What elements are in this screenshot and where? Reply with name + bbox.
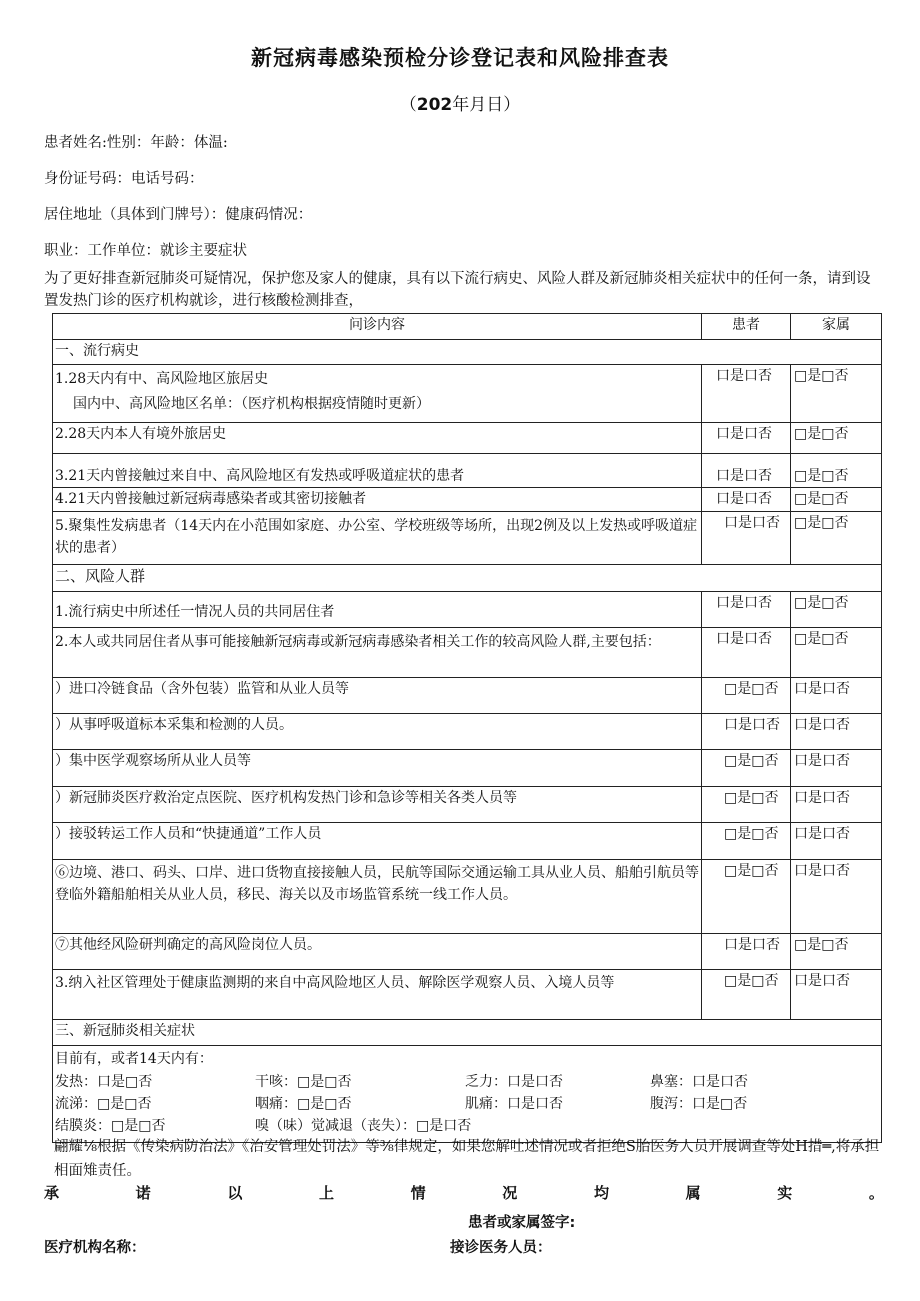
symptoms-cell: [53, 1046, 882, 1143]
table-row: [53, 512, 882, 565]
patient-check[interactable]: 口是口否: [702, 454, 791, 488]
pledge-statement: [44, 1182, 884, 1203]
family-check[interactable]: 口是口否: [791, 714, 882, 750]
table-row: [53, 860, 882, 934]
question-text: 3.纳入社区管理处于健康监测期的来自中高风险地区人员、解除医学观察人员、入境人员等: [53, 970, 702, 1020]
symptom-line: [55, 1071, 879, 1093]
pledge-char: 况: [502, 1184, 518, 1202]
table-row: [53, 934, 882, 970]
patient-check[interactable]: 口是口否: [702, 512, 791, 565]
legal-note: 翩耀⅛根据《传染病防治法》《治安管理处罚法》等⅜律规定，如果您解吐述情况或者拒绝S胎医务人员开展调查等处H措═,将承担相面雉责任。: [54, 1139, 880, 1179]
page-title: 新冠病毒感染预检分诊登记表和风险排查表: [251, 46, 669, 70]
family-check[interactable]: □是□否: [791, 934, 882, 970]
section-title-risk-groups: 二、风险人群: [53, 565, 882, 592]
family-check[interactable]: □是□否: [791, 454, 882, 488]
question-text: 2.28天内本人有境外旅居史: [53, 423, 702, 454]
symptom-dry-cough[interactable]: 干咳：□是□否: [255, 1074, 352, 1090]
patient-check[interactable]: □是□否: [702, 860, 791, 934]
section-row: [53, 340, 882, 365]
screening-table: [52, 313, 882, 1143]
question-text: 1.流行病史中所述任一情况人员的共同居住者: [53, 592, 702, 628]
patient-check[interactable]: □是□否: [702, 787, 791, 823]
table-row: [53, 628, 882, 678]
patient-check[interactable]: 口是口否: [702, 488, 791, 512]
date-rest: 年月日）: [452, 95, 521, 115]
question-text: ⑦其他经风险研判确定的高风险岗位人员。: [53, 934, 702, 970]
pledge-char: 均: [593, 1184, 609, 1202]
question-text: ）从事呼吸道标本采集和检测的人员。: [53, 714, 702, 750]
doctor-label[interactable]: 接诊医务人员：: [450, 1240, 552, 1256]
section-title-symptoms: 三、新冠肺炎相关症状: [53, 1020, 882, 1046]
family-check[interactable]: □是□否: [791, 423, 882, 454]
family-check[interactable]: □是□否: [791, 488, 882, 512]
signature-label[interactable]: 患者或家属签字:: [468, 1215, 576, 1231]
question-text: 2.本人或共同居住者从事可能接触新冠病毒或新冠病毒感染者相关工作的较高风险人群,主要包括：: [53, 628, 702, 678]
patient-check[interactable]: □是□否: [702, 678, 791, 714]
symptoms-lead: 目前有，或者14天内有：: [55, 1051, 213, 1067]
question-text: 4.21天内曾接触过新冠病毒感染者或其密切接触者: [53, 488, 702, 512]
section-row: [53, 565, 882, 592]
pledge-char: 以: [227, 1184, 243, 1202]
question-text: 1.28天内有中、高风险地区旅居史: [55, 371, 269, 387]
patient-check[interactable]: □是□否: [702, 970, 791, 1020]
symptom-diarrhea[interactable]: 腹泻：口是□否: [650, 1096, 748, 1112]
pledge-char: 属: [685, 1184, 701, 1202]
col-header-question: 问诊内容: [53, 314, 702, 340]
family-check[interactable]: □是□否: [791, 628, 882, 678]
question-text: ）集中医学观察场所从业人员等: [53, 750, 702, 787]
intro-text: 为了更好排查新冠肺炎可疑情况，保护您及家人的健康，具有以下流行病史、风险人群及新冠肺炎相关症状中的任何一条，请到设置发热门诊的医疗机构就诊，进行核酸检测排查，: [44, 271, 871, 309]
table-row: [53, 365, 882, 423]
table-header-row: [53, 314, 882, 340]
patient-check[interactable]: 口是口否: [702, 365, 791, 423]
symptom-conjunctivitis[interactable]: 结膜炎：□是□否: [55, 1118, 166, 1134]
question-cell: [53, 365, 702, 423]
family-check[interactable]: 口是口否: [791, 970, 882, 1020]
pledge-char: 诺: [135, 1184, 151, 1202]
institution-label[interactable]: 医疗机构名称：: [44, 1240, 146, 1256]
patient-check[interactable]: □是□否: [702, 750, 791, 787]
family-check[interactable]: 口是口否: [791, 678, 882, 714]
table-row: [53, 714, 882, 750]
field-patient-info[interactable]: 患者姓名:性别：年龄：体温:: [44, 135, 228, 151]
symptom-nasal-congestion[interactable]: 鼻塞：口是口否: [650, 1074, 748, 1090]
field-address[interactable]: 居住地址（具体到门牌号）：健康码情况：: [44, 207, 313, 223]
patient-check[interactable]: 口是口否: [702, 423, 791, 454]
symptom-fever[interactable]: 发热：口是□否: [55, 1074, 153, 1090]
form-date: [0, 90, 920, 115]
pledge-char: 上: [318, 1184, 334, 1202]
table-row: [53, 454, 882, 488]
pledge-char: 。: [868, 1184, 884, 1202]
symptom-smell-taste-loss[interactable]: 嗅（味）觉减退（丧失）：□是口否: [255, 1118, 472, 1134]
date-year: 202: [416, 95, 453, 115]
section-title-epidemiology: 一、流行病史: [53, 340, 882, 365]
symptom-line: [55, 1115, 879, 1137]
table-row: [53, 970, 882, 1020]
field-id-phone[interactable]: 身份证号码：电话号码：: [44, 171, 204, 187]
symptom-runny-nose[interactable]: 流涕：□是□否: [55, 1096, 152, 1112]
patient-check[interactable]: □是□否: [702, 823, 791, 860]
table-row: [53, 592, 882, 628]
field-occupation[interactable]: 职业：工作单位：就诊主要症状: [44, 243, 247, 259]
family-check[interactable]: 口是口否: [791, 750, 882, 787]
table-row: [53, 823, 882, 860]
question-subtext: 国内中、高风险地区名单：（医疗机构根据疫情随时更新）: [73, 396, 430, 412]
table-row: [53, 423, 882, 454]
pledge-char: 情: [410, 1184, 426, 1202]
question-text: 3.21天内曾接触过来自中、高风险地区有发热或呼吸道症状的患者: [53, 454, 702, 488]
col-header-patient: 患者: [702, 314, 791, 340]
pledge-char: 实: [777, 1184, 793, 1202]
question-text: ）新冠肺炎医疗救治定点医院、医疗机构发热门诊和急诊等相关各类人员等: [53, 787, 702, 823]
table-row: [53, 678, 882, 714]
question-text: ⑥边境、港口、码头、口岸、进口货物直接接触人员，民航等国际交通运输工具从业人员、船舶引航员等登临外籍船舶相关从业人员，移民、海关以及市场监管系统一线工作人员。: [53, 860, 702, 934]
symptom-fatigue[interactable]: 乏力：口是口否: [465, 1074, 563, 1090]
patient-check[interactable]: 口是口否: [702, 934, 791, 970]
table-row: [53, 750, 882, 787]
date-open: （: [399, 95, 417, 115]
table-row: [53, 787, 882, 823]
family-check[interactable]: 口是口否: [791, 787, 882, 823]
patient-check[interactable]: 口是口否: [702, 592, 791, 628]
question-text: ）进口冷链食品（含外包装）监管和从业人员等: [53, 678, 702, 714]
family-check[interactable]: □是□否: [791, 365, 882, 423]
symptom-myalgia[interactable]: 肌痛：口是口否: [465, 1096, 563, 1112]
family-check[interactable]: 口是口否: [791, 823, 882, 860]
patient-check[interactable]: 口是口否: [702, 628, 791, 678]
symptoms-row: [53, 1046, 882, 1143]
question-text: ）接驳转运工作人员和“快捷通道”工作人员: [53, 823, 702, 860]
col-header-family: 家属: [791, 314, 882, 340]
question-text: 5.聚集性发病患者（14天内在小范围如家庭、办公室、学校班级等场所，出现2例及以上发热或呼吸道症状的患者）: [53, 512, 702, 565]
family-check[interactable]: □是□否: [791, 512, 882, 565]
table-row: [53, 488, 882, 512]
family-check[interactable]: 口是口否: [791, 860, 882, 934]
section-row: [53, 1020, 882, 1046]
family-check[interactable]: □是□否: [791, 592, 882, 628]
pledge-char: 承: [44, 1184, 60, 1202]
patient-check[interactable]: 口是口否: [702, 714, 791, 750]
symptom-sore-throat[interactable]: 咽痛：□是□否: [255, 1096, 352, 1112]
symptom-line: [55, 1093, 879, 1115]
